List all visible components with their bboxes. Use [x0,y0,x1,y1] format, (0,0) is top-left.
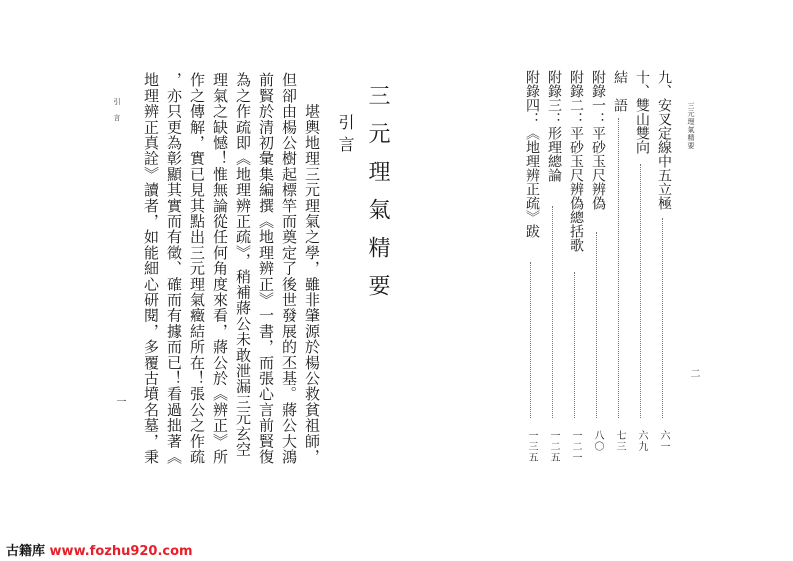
section-title: 引言 [336,114,355,158]
site-watermark [6,540,193,559]
toc-entry-page: 一三五 [526,430,537,463]
toc-entry-page: 七三 [614,430,625,452]
toc-entry-title: 附錄三：形理總論 [546,70,562,182]
toc-entry-title: 十、雙山雙向 [634,70,650,154]
body-column: 堪輿地理三元理氣之學，雖非肇源於楊公救貧祖師， [303,72,321,465]
watermark-label: 古籍库 [6,544,46,559]
toc-leader [662,218,663,418]
running-header: 三元理氣精要 [687,102,695,150]
toc-leader [640,164,641,418]
toc-entry-title: 附錄四：《地理辨正疏》跋 [524,70,540,238]
body-column: 理氣之缺憾！惟無論從任何角度來看，蔣公於《辨正》所 [211,72,229,465]
toc-leader [574,272,575,418]
book-title: 三元理氣精要 [365,84,390,312]
body-column: ，亦只更為彰顯其實而有徵、確而有據而已！看過拙著《 [165,72,183,465]
toc-entry-title: 附錄一：平砂玉尺辨偽 [590,70,606,210]
left-page-number: 一 [114,396,125,407]
right-page-number: 二 [688,368,699,379]
toc-entry-page: 一二一 [570,430,581,463]
toc-entry-title: 附錄二：平砂玉尺辨偽總括歌 [568,70,584,252]
body-column: 前賢於清初彙集編撰《地理辨正》一書，而張心言前賢復 [257,72,275,465]
toc-entry-page: 八〇 [592,430,603,452]
watermark-url: www.fozhu920.com [49,544,193,559]
body-column: 但卻由楊公樹起標竿而奠定了後世發展的丕基。蔣公大鴻 [280,72,298,465]
body-column: 作之傳解，實已見其點出三元理氣癥結所在！張公之作疏 [188,72,206,465]
body-column: 地理辨正真詮》讀者，如能細心研閱，多覆古墳名墓，秉 [142,72,160,465]
toc-leader [596,232,597,418]
body-column: 為之作疏即《地理辨正疏》，稍補蔣公未敢泄漏三元玄空 [234,72,252,457]
toc-leader [618,118,619,418]
toc-entry-title: 九、安叉定線中五立極 [656,70,672,210]
toc-entry-title: 結 語 [612,70,628,112]
running-footer: 引 言 [113,98,121,122]
toc-entry-page: 六一 [658,430,669,452]
toc-leader [552,206,553,418]
toc-entry-page: 六九 [636,430,647,452]
toc-entry-page: 一二五 [548,430,559,463]
toc-leader [530,262,531,418]
